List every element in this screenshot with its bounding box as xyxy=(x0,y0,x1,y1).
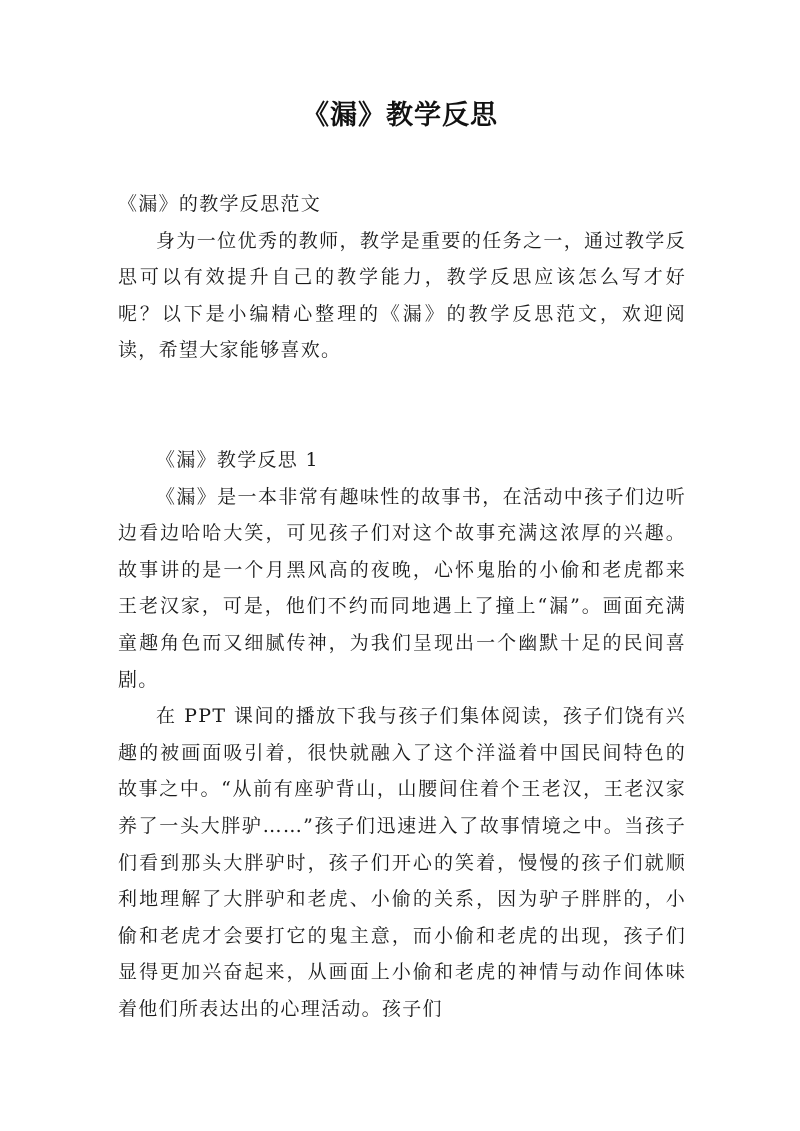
document-title: 《漏》教学反思 xyxy=(302,100,498,131)
intro-paragraph: 身为一位优秀的教师，教学是重要的任务之一，通过教学反思可以有效提升自己的教学能力，教学反思应该怎么写才好呢？以下是小编精心整理的《漏》的教学反思范文，欢迎阅读，希望大家能够喜欢。 xyxy=(118,229,686,362)
document-body xyxy=(118,186,686,1027)
section-spacer xyxy=(118,369,686,442)
body-paragraph-1: 《漏》是一本非常有趣味性的故事书，在活动中孩子们边听边看边哈哈大笑，可见孩子们对这个故事充满这浓厚的兴趣。故事讲的是一个月黑风高的夜晚，心怀鬼胎的小偷和老虎都来王老汉家，可是，他们不约而同地遇上了撞上“漏”。画面充满童趣角色而又细腻传神，为我们呈现出一个幽默十足的民间喜剧。 xyxy=(118,485,686,691)
body-paragraph-2: 在 PPT 课间的播放下我与孩子们集体阅读，孩子们饶有兴趣的被画面吸引着，很快就融入了这个洋溢着中国民间特色的故事之中。“从前有座驴背山，山腰间住着个王老汉，王老汉家养了一头大胖驴……”孩子们迅速进入了故事情境之中。当孩子们看到那头大胖驴时，孩子们开心的笑着，慢慢的孩子们就顺利地理解了大胖驴和老虎、小偷的关系，因为驴子胖胖的，小偷和老虎才会要打它的鬼主意，而小偷和老虎的出现，孩子们显得更加兴奋起来，从画面上小偷和老虎的神情与动作间体味着他们所表达出的心理活动。孩子们 xyxy=(118,705,686,1020)
subtitle-line: 《漏》的教学反思范文 xyxy=(118,193,322,215)
section-heading: 《漏》教学反思 1 xyxy=(156,448,319,471)
